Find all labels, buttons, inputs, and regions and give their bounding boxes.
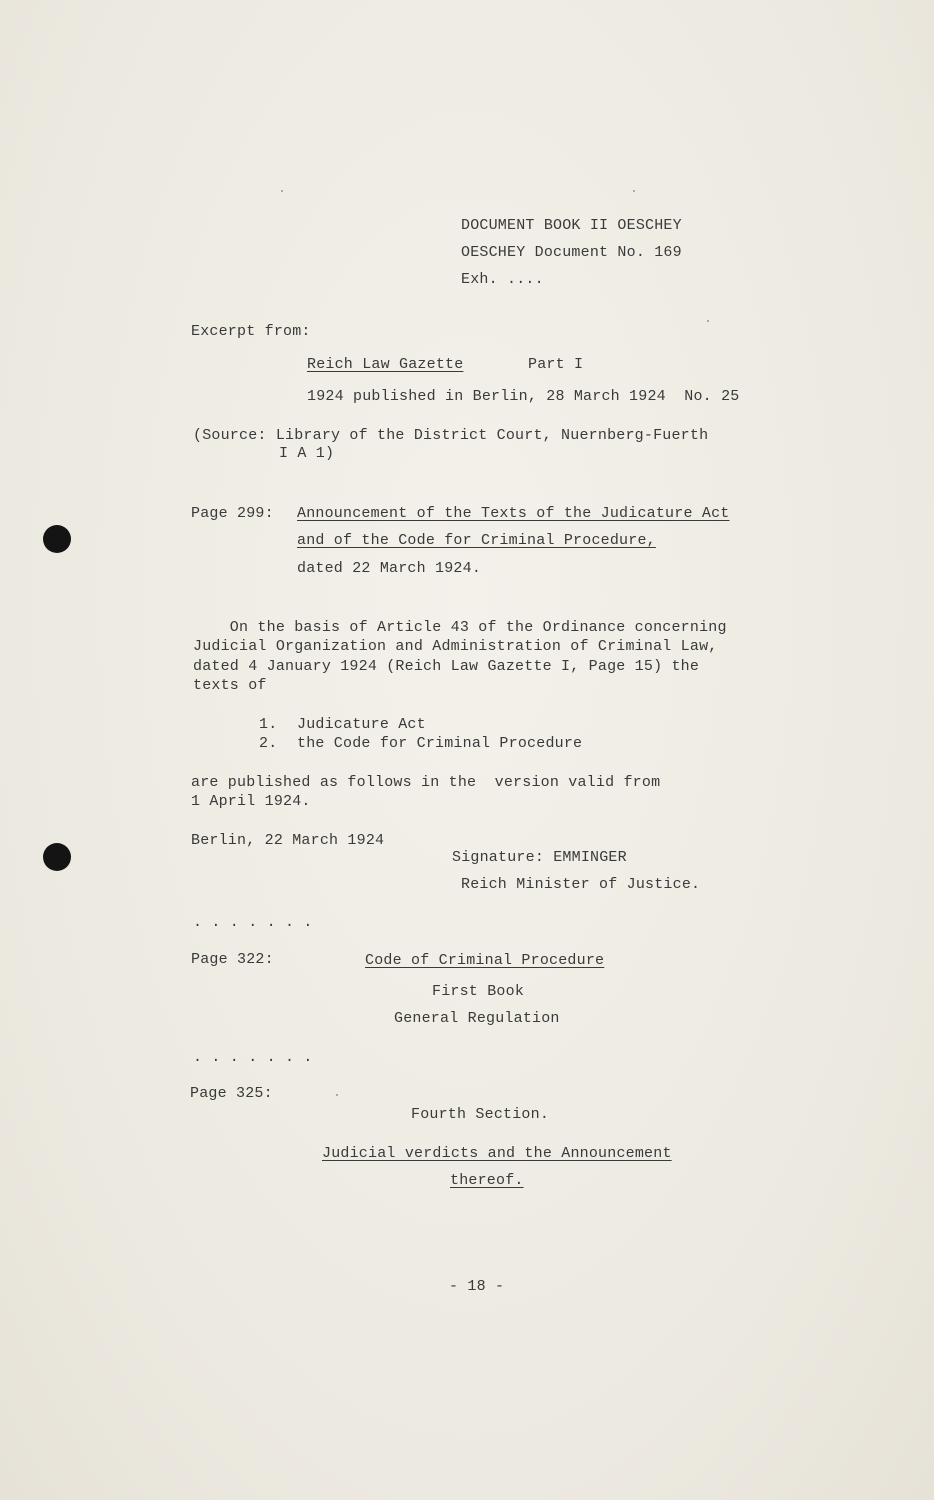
first-book: First Book	[432, 983, 525, 1000]
body-line-2: Judicial Organization and Administration of Criminal Law,	[193, 638, 718, 655]
place-date: Berlin, 22 March 1924	[191, 832, 385, 849]
body-line-4: texts of	[193, 677, 267, 694]
verdicts-title-1: Judicial verdicts and the Announcement	[322, 1145, 672, 1162]
body-line-3: dated 4 January 1924 (Reich Law Gazette I, Page 15) the	[193, 658, 700, 675]
list-item-1-text: Judicature Act	[297, 716, 426, 733]
general-regulation: General Regulation	[394, 1010, 560, 1027]
list-item-1-number: 1.	[259, 716, 278, 733]
header-document-number: OESCHEY Document No. 169	[461, 244, 682, 261]
header-book: DOCUMENT BOOK II OESCHEY	[461, 217, 682, 234]
excerpt-label: Excerpt from:	[191, 323, 311, 340]
paper-speck	[281, 190, 283, 192]
code-title: Code of Criminal Procedure	[365, 952, 605, 969]
gazette-title: Reich Law Gazette	[307, 356, 464, 373]
published-line-2: 1 April 1924.	[191, 793, 311, 810]
page-ref-325: Page 325:	[190, 1085, 273, 1102]
paper-speck	[707, 320, 709, 322]
announcement-title-1: Announcement of the Texts of the Judicature Act	[297, 505, 730, 522]
signature-title: Reich Minister of Justice.	[461, 876, 701, 893]
source-line-2: I A 1)	[279, 445, 335, 462]
header-exhibit: Exh. ....	[461, 271, 544, 288]
gazette-part: Part I	[528, 356, 584, 373]
gazette-published: 1924 published in Berlin, 28 March 1924 No. 25	[307, 388, 740, 405]
page-ref-322: Page 322:	[191, 951, 274, 968]
ellipsis-2: . . . . . . .	[193, 1049, 313, 1066]
announcement-dated: dated 22 March 1924.	[297, 560, 482, 577]
announcement-title-2: and of the Code for Criminal Procedure,	[297, 532, 656, 549]
paper-speck	[336, 1094, 338, 1096]
page-ref-299: Page 299:	[191, 505, 274, 522]
punch-hole-top	[43, 525, 71, 553]
verdicts-title-2: thereof.	[450, 1172, 524, 1189]
signature-line: Signature: EMMINGER	[452, 849, 627, 866]
list-item-2-text: the Code for Criminal Procedure	[297, 735, 583, 752]
published-line-1: are published as follows in the version valid from	[191, 774, 661, 791]
paper-speck	[633, 190, 635, 192]
fourth-section: Fourth Section.	[411, 1106, 550, 1123]
body-line-1: On the basis of Article 43 of the Ordinance concerning	[193, 619, 727, 636]
list-item-2-number: 2.	[259, 735, 278, 752]
punch-hole-bottom	[43, 843, 71, 871]
ellipsis-1: . . . . . . .	[193, 914, 313, 931]
source-line-1: (Source: Library of the District Court, Nuernberg-Fuerth	[193, 427, 709, 444]
page-number: - 18 -	[449, 1278, 505, 1295]
